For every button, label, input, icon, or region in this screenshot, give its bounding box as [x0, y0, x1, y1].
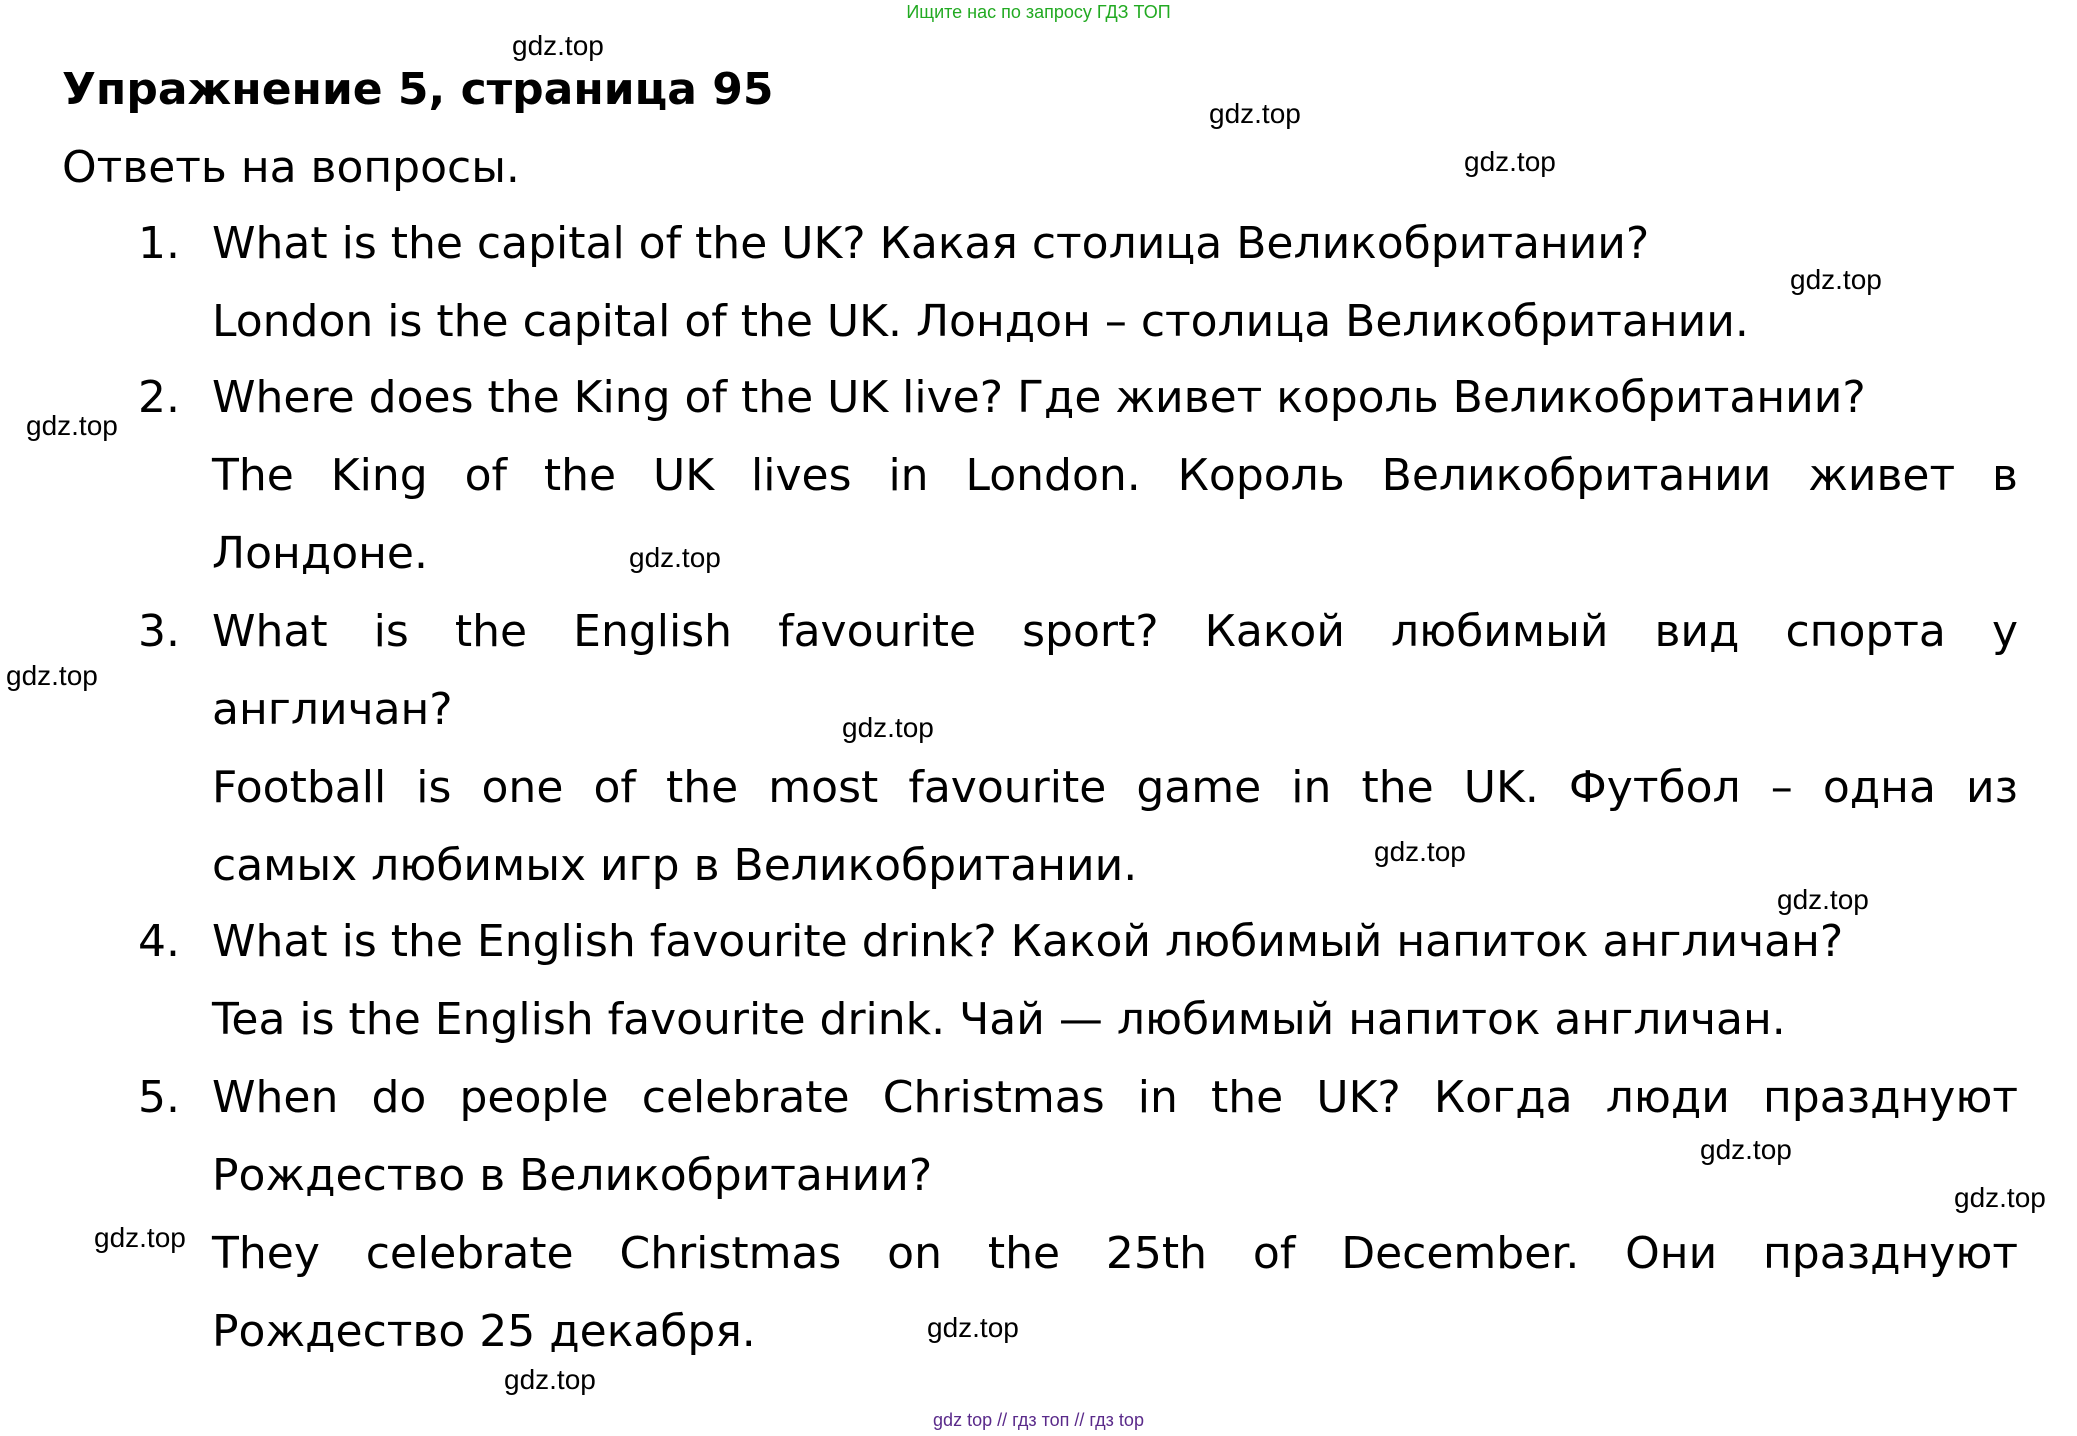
watermark: gdz.top — [629, 542, 721, 573]
watermark: gdz.top — [504, 1364, 596, 1395]
item-number: 5. — [138, 1072, 180, 1123]
answer-line: Football is one of the most favourite game in the UK. Футбол – одна из — [212, 762, 2018, 813]
question-line: Where does the King of the UK live? Где живет король Великобритании? — [212, 372, 1866, 423]
watermark: gdz.top — [1374, 836, 1466, 867]
answer-line: The King of the UK lives in London. Король Великобритании живет в — [212, 450, 2018, 501]
watermark: gdz.top — [1954, 1182, 2046, 1213]
watermark: gdz.top — [1700, 1134, 1792, 1165]
watermark: gdz.top — [6, 660, 98, 691]
answer-line: Лондоне. — [212, 528, 428, 579]
item-number: 1. — [138, 218, 180, 269]
question-line: What is the English favourite sport? Какой любимый вид спорта у — [212, 606, 2018, 657]
answer-line: Tea is the English favourite drink. Чай — любимый напиток англичан. — [212, 994, 1786, 1045]
question-line: What is the English favourite drink? Какой любимый напиток англичан? — [212, 916, 1844, 967]
answer-line: London is the capital of the UK. Лондон – столица Великобритании. — [212, 296, 1749, 347]
answer-line: They celebrate Christmas on the 25th of December. Они празднуют — [212, 1228, 2018, 1279]
question-line: What is the capital of the UK? Какая столица Великобритании? — [212, 218, 1650, 269]
item-number: 3. — [138, 606, 180, 657]
instruction-text: Ответь на вопросы. — [62, 142, 520, 193]
watermark: gdz.top — [26, 410, 118, 441]
answer-line: самых любимых игр в Великобритании. — [212, 840, 1138, 891]
watermark: gdz.top — [1464, 146, 1556, 177]
watermark: gdz.top — [927, 1312, 1019, 1343]
watermark: gdz.top — [94, 1222, 186, 1253]
top-banner: Ищите нас по запросу ГДЗ ТОП — [906, 2, 1171, 22]
watermark: gdz.top — [842, 712, 934, 743]
item-number: 4. — [138, 916, 180, 967]
question-line: Рождество в Великобритании? — [212, 1150, 933, 1201]
watermark: gdz.top — [1777, 884, 1869, 915]
answer-line: Рождество 25 декабря. — [212, 1306, 756, 1357]
item-number: 2. — [138, 372, 180, 423]
watermark: gdz.top — [512, 30, 604, 61]
watermark: gdz.top — [1790, 264, 1882, 295]
page-title: Упражнение 5, страница 95 — [62, 64, 774, 115]
question-line: When do people celebrate Christmas in the UK? Когда люди празднуют — [212, 1072, 2018, 1123]
watermark: gdz.top — [1209, 98, 1301, 129]
question-line: англичан? — [212, 684, 453, 735]
bottom-banner: gdz top // гдз топ // гдз top — [933, 1410, 1144, 1430]
